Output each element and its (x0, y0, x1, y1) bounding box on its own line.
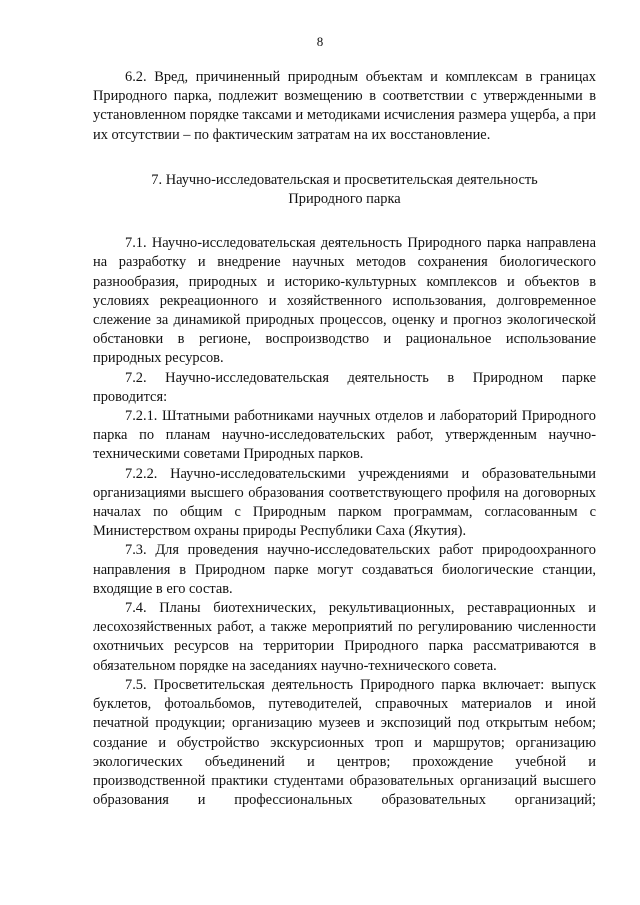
section-7-heading-line-2: Природного парка (288, 191, 401, 208)
paragraph-7-1: 7.1. Научно-исследовательская деятельность Природного парка направлена на разработку и внедрение научных методов сохранения биологического разнообразия, природных и историко-культурных комплексов и объектов в условиях рекреационного и хозяйственного использования, долговременное слежение за динамикой природных процессов, оценку и прогноз экологической обстановки в регионе, воспроизводство и рациональное использование природных ресурсов. (93, 235, 596, 367)
paragraph-7-2-2: 7.2.2. Научно-исследовательскими учреждениями и образовательными организациями высшего образования соответствующего профиля на договорных началах по общим с Природным парком программам, согласованным с Министерством охраны природы Республики Саха (Якутия). (93, 465, 596, 540)
document-body (93, 68, 596, 810)
paragraph-7-2: 7.2. Научно-исследовательская деятельность в Природном парке проводится: (93, 369, 596, 405)
section-7-heading (93, 171, 596, 209)
paragraph-7-4: 7.4. Планы биотехнических, рекультивационных, реставрационных и лесохозяйственных работ, а также мероприятий по регулированию численности охотничьих ресурсов на территории Природного парка рассматриваются в обязательном порядке на заседаниях научно-технического совета. (93, 600, 596, 674)
paragraph-6-2: 6.2. Вред, причиненный природным объектам и комплексам в границах Природного парка, подлежит возмещению в соответствии с утвержденными в установленном порядке таксами и методиками исчисления размера ущерба, а при их отсутствии – по фактическим затратам на их восстановление. (93, 69, 596, 143)
page-number: 8 (316, 34, 324, 49)
paragraph-7-5: 7.5. Просветительская деятельность Природного парка включает: выпуск буклетов, фотоальбомов, путеводителей, справочных материалов и иной печатной продукции; организацию музеев и экспозиций под открытым небом; создание и обустройство экскурсионных троп и маршрутов; организацию экологических объединений и центров; прохождение учебной и производственной практики студентами образовательных организаций высшего образования и профессиональных образовательных организаций; (93, 676, 596, 809)
paragraph-7-2-1: 7.2.1. Штатными работниками научных отделов и лабораторий Природного парка по планам научно-исследовательских работ, утвержденным научно-техническими советами Природных парков. (93, 408, 596, 463)
section-7-heading-line-1: 7. Научно-исследовательская и просветительская деятельность (151, 171, 538, 188)
paragraph-7-3: 7.3. Для проведения научно-исследовательских работ природоохранного направления в Природном парке могут создаваться биологические станции, входящие в его состав. (93, 542, 596, 597)
